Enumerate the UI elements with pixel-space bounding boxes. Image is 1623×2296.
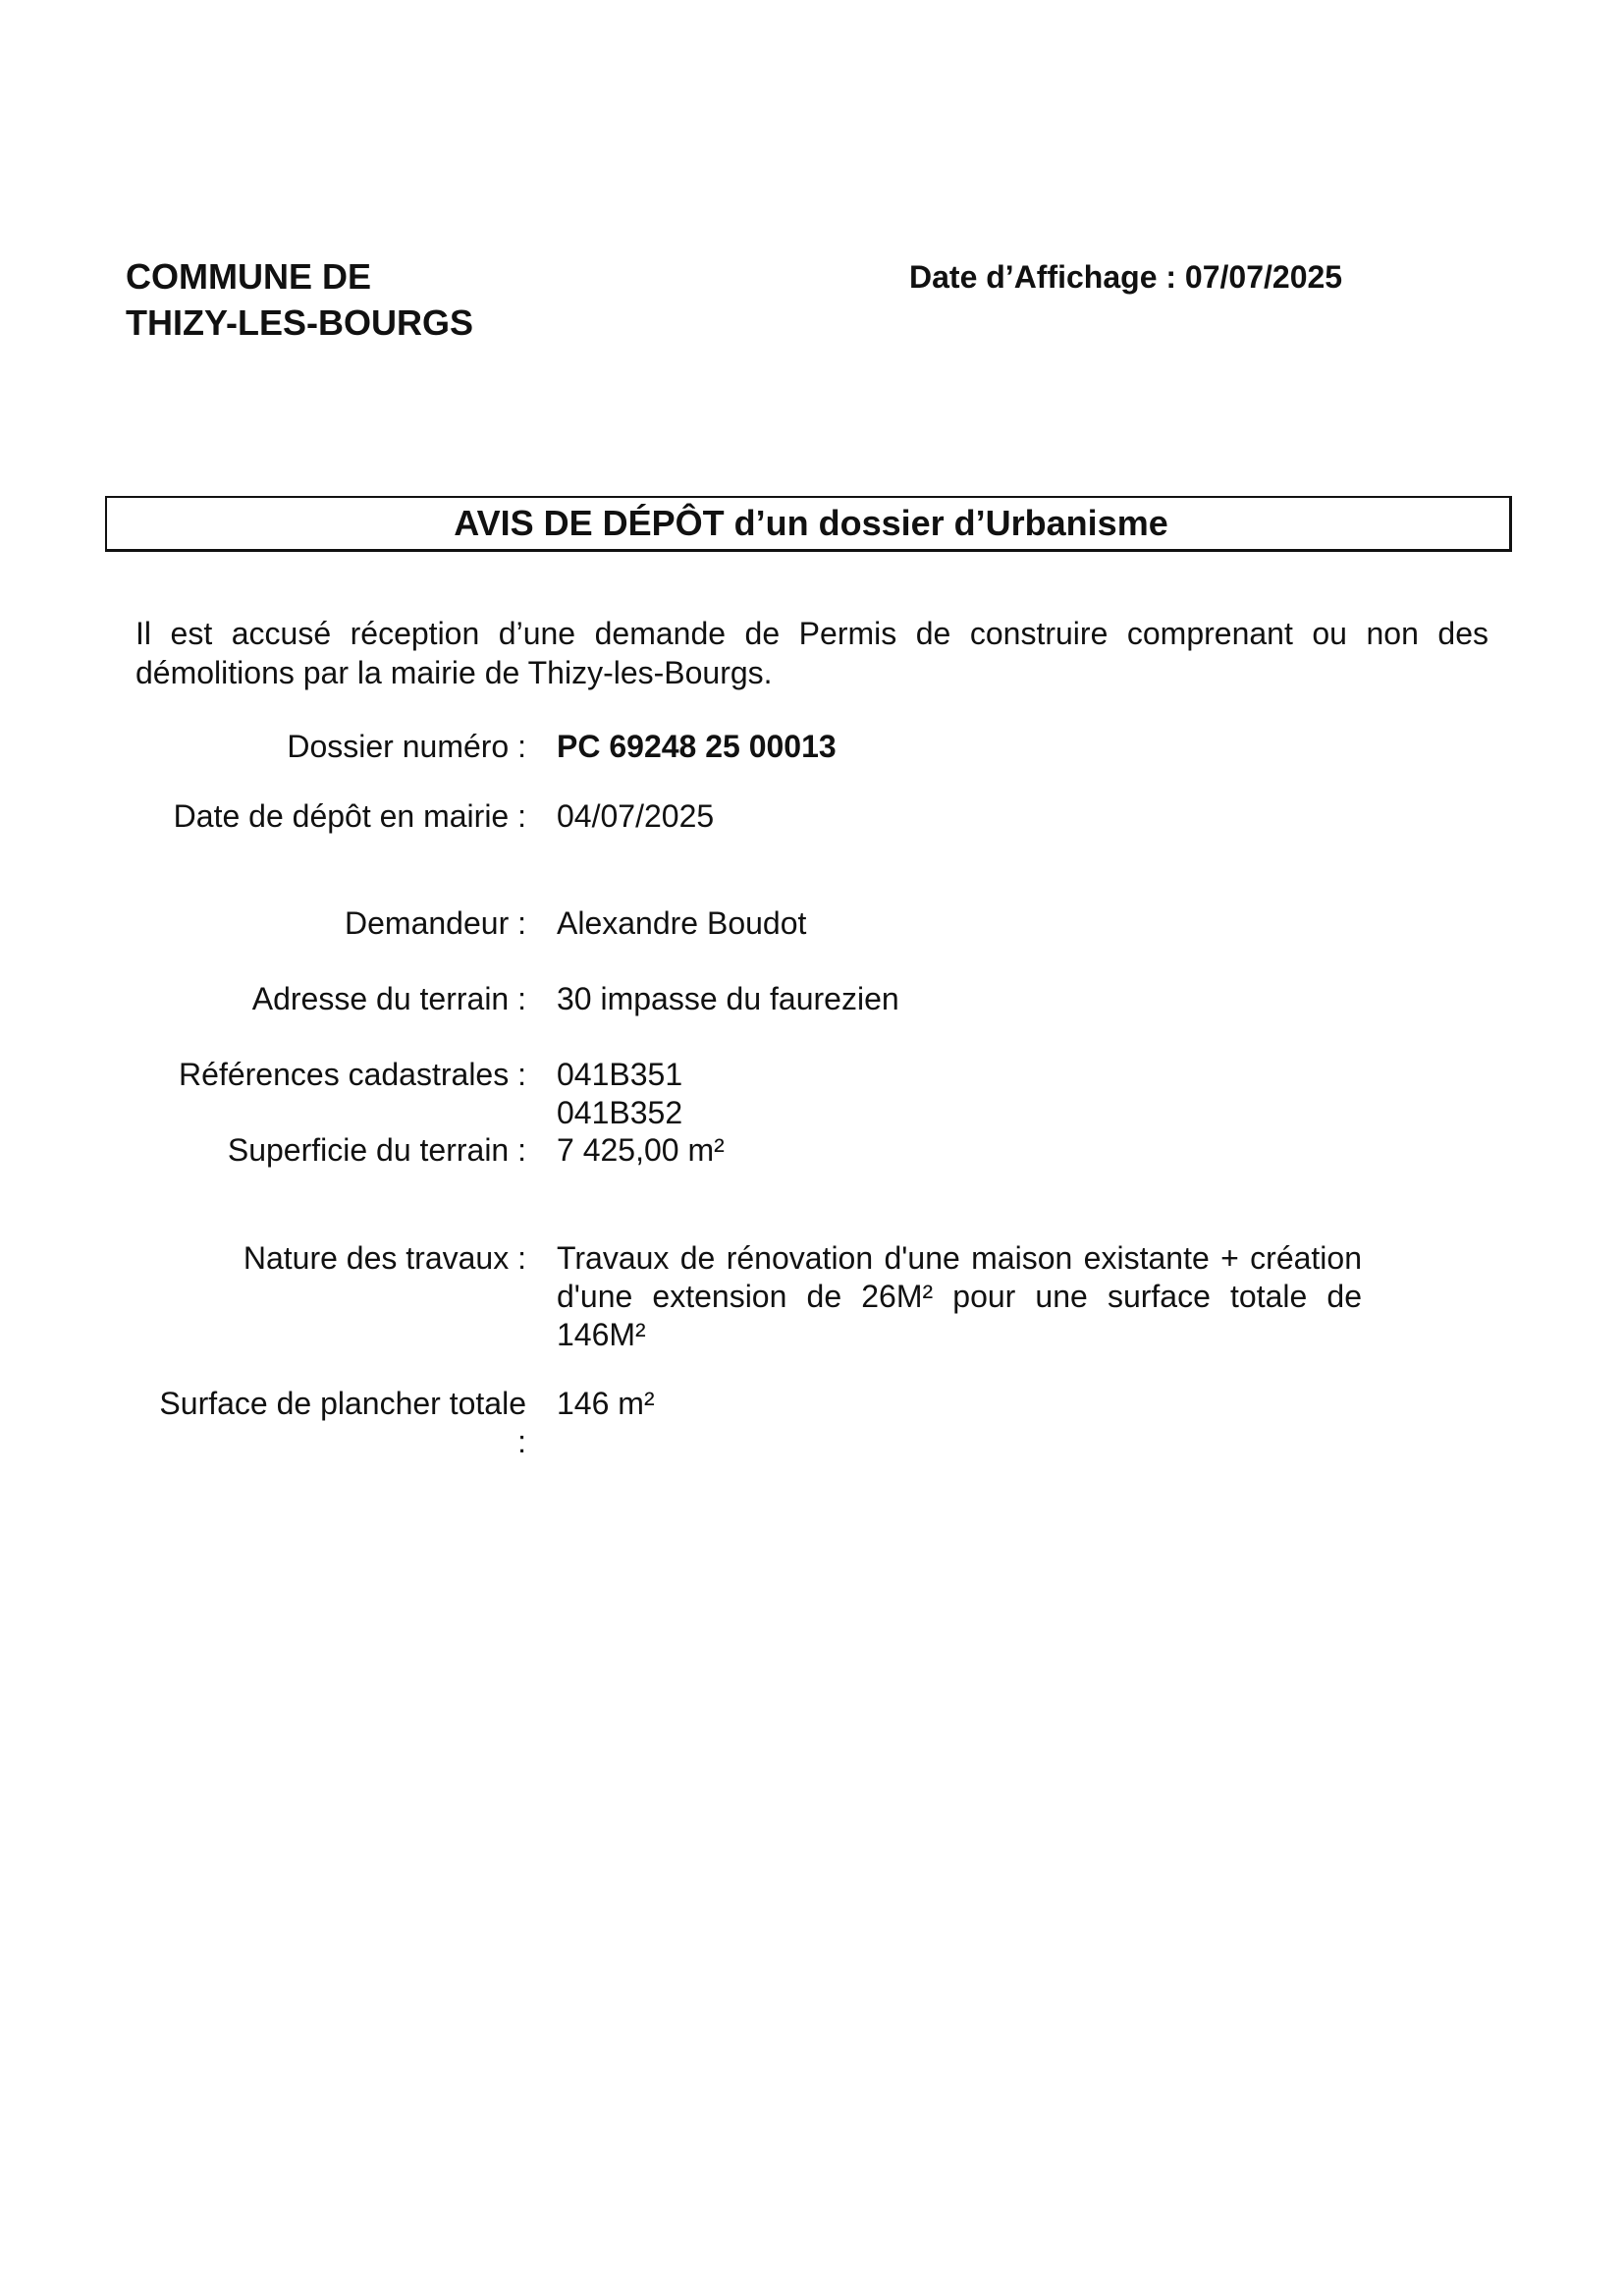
commune-name: [126, 253, 473, 346]
field-value-reference-1: 041B351: [557, 1057, 683, 1092]
field-value-nature: Travaux de rénovation d'une maison existante + création d'une extension de 26M² pour une surface totale de 146M²: [557, 1240, 1362, 1352]
field-label-nature: Nature des travaux :: [243, 1240, 526, 1276]
field-label-demandeur: Demandeur :: [345, 905, 526, 941]
field-label-surface-plancher-colon: :: [517, 1424, 526, 1459]
field-value-adresse: 30 impasse du faurezien: [557, 981, 899, 1016]
commune-line-1: COMMUNE DE: [126, 256, 371, 297]
field-label-adresse: Adresse du terrain :: [251, 981, 526, 1016]
affichage-date: Date d’Affichage : 07/07/2025: [909, 259, 1343, 295]
field-label-superficie: Superficie du terrain :: [227, 1132, 526, 1168]
field-value-reference-2: 041B352: [557, 1095, 683, 1130]
field-label-references: Références cadastrales :: [179, 1057, 526, 1092]
field-label-dossier: Dossier numéro :: [287, 729, 526, 764]
field-value-surface-plancher: 146 m²: [557, 1386, 655, 1421]
field-value-demandeur: Alexandre Boudot: [557, 905, 807, 941]
document-title: AVIS DE DÉPÔT d’un dossier d’Urbanisme: [454, 503, 1168, 543]
field-value-dossier: PC 69248 25 00013: [557, 729, 837, 764]
intro-paragraph: Il est accusé réception d’une demande de Permis de construire comprenant ou non des démolitions par la mairie de Thizy-les-Bourgs.: [135, 616, 1488, 690]
title-box: [105, 496, 1512, 552]
field-label-surface-plancher: Surface de plancher totale: [159, 1386, 526, 1421]
commune-line-2: THIZY-LES-BOURGS: [126, 302, 474, 343]
field-value-date-depot: 04/07/2025: [557, 798, 715, 834]
field-value-superficie: 7 425,00 m²: [557, 1132, 725, 1168]
field-label-date-depot: Date de dépôt en mairie :: [173, 798, 526, 834]
